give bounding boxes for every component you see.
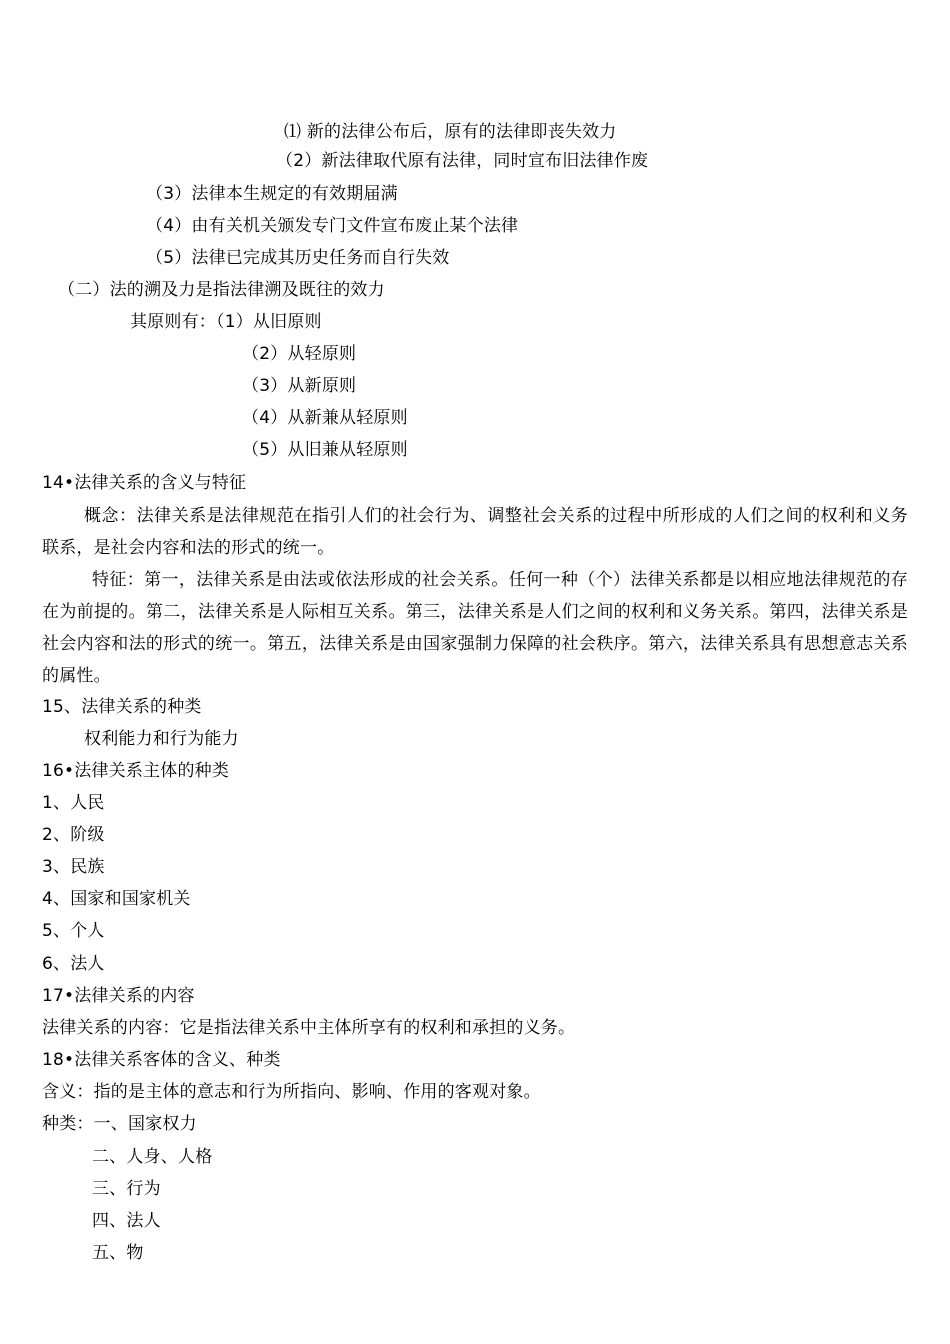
section-15-body: 权利能力和行为能力 xyxy=(84,729,239,749)
subject-item-5: 5、个人 xyxy=(42,921,105,941)
object-kind-3: 三、行为 xyxy=(92,1179,161,1199)
section-18-kinds-lead: 种类：一、国家权力 xyxy=(42,1114,197,1134)
subject-item-1: 1、人民 xyxy=(42,793,105,813)
section-14-heading: 14•法律关系的含义与特征 xyxy=(42,473,247,493)
section-17-heading: 17•法律关系的内容 xyxy=(42,986,195,1006)
subject-item-6: 6、法人 xyxy=(42,954,105,974)
validity-item-5: （5）法律已完成其历史任务而自行失效 xyxy=(146,248,450,268)
section-14-concept: 概念：法律关系是法律规范在指引人们的社会行为、调整社会关系的过程中所形成的人们之间的权利和义务联系，是社会内容和法的形式的统一。 xyxy=(42,506,908,558)
subject-item-4: 4、国家和国家机关 xyxy=(42,889,191,909)
principle-item-2: （2）从轻原则 xyxy=(242,344,357,364)
validity-item-3: （3）法律本生规定的有效期届满 xyxy=(146,184,398,204)
section-17-body: 法律关系的内容：它是指法律关系中主体所享有的权利和承担的义务。 xyxy=(42,1018,576,1038)
section-14-features: 特征：第一，法律关系是由法或依法形成的社会关系。任何一种（个）法律关系都是以相应地法律规范的存在为前提的。第二，法律关系是人际相互关系。第三，法律关系是人们之间的权利和义务关系。第四，法律关系是社会内容和法的形式的统一。第五，法律关系是由国家强制力保障的社会秩序。第六，法律关系具有思想意志关系的属性。 xyxy=(42,570,908,686)
principle-item-5: （5）从旧兼从轻原则 xyxy=(242,440,408,460)
section-18-meaning: 含义：指的是主体的意志和行为所指向、影响、作用的客观对象。 xyxy=(42,1082,541,1102)
section-16-heading: 16•法律关系主体的种类 xyxy=(42,761,230,781)
validity-item-2: （2）新法律取代原有法律，同时宣布旧法律作废 xyxy=(276,151,649,171)
object-kind-2: 二、人身、人格 xyxy=(92,1147,213,1167)
retroactivity-heading: （二）法的溯及力是指法律溯及既往的效力 xyxy=(58,280,385,300)
subject-item-2: 2、阶级 xyxy=(42,825,105,845)
principle-item-3: （3）从新原则 xyxy=(242,376,357,396)
validity-item-4: （4）由有关机关颁发专门文件宣布废止某个法律 xyxy=(146,216,519,236)
object-kind-5: 五、物 xyxy=(92,1243,144,1263)
section-15-heading: 15、法律关系的种类 xyxy=(42,697,202,717)
subject-item-3: 3、民族 xyxy=(42,857,105,877)
section-18-heading: 18•法律关系客体的含义、种类 xyxy=(42,1050,281,1070)
validity-item-1: ⑴ 新的法律公布后，原有的法律即丧失效力 xyxy=(284,122,617,142)
principles-lead: 其原则有：（1）从旧原则 xyxy=(130,312,322,332)
object-kind-4: 四、法人 xyxy=(92,1211,161,1231)
principle-item-4: （4）从新兼从轻原则 xyxy=(242,408,408,428)
